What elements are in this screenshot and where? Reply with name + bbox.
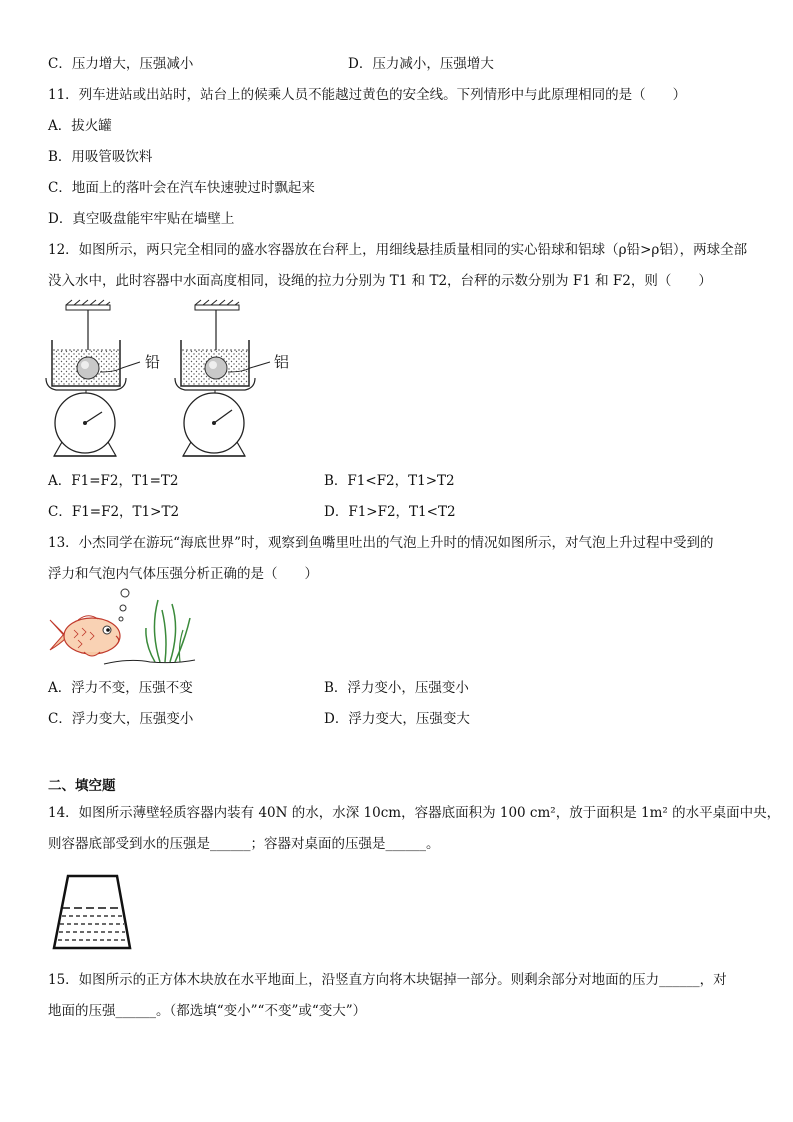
q11-option-b: B．用吸管吸饮料	[48, 149, 153, 165]
q13-option-c: C．浮力变大，压强变小	[48, 711, 194, 727]
q14-stem-line2: 则容器底部受到水的压强是______；容器对桌面的压强是______。	[48, 836, 440, 852]
q12-option-c: C．F1=F2，T1>T2	[48, 504, 180, 520]
q11-option-c: C．地面上的落叶会在汽车快速驶过时飘起来	[48, 180, 315, 196]
q12-option-a: A．F1=F2，T1=T2	[48, 473, 179, 489]
q14-stem-line1: 14．如图所示薄壁轻质容器内装有 40N 的水，水深 10cm，容器底面积为 100 cm²，放于面积是 1m² 的水平桌面中央，	[48, 805, 781, 821]
q12-option-d: D．F1>F2，T1<T2	[324, 504, 456, 520]
q10-option-c: C．压力增大，压强减小	[48, 56, 194, 72]
q13-option-b: B．浮力变小，压强变小	[324, 680, 469, 696]
q13-option-a: A．浮力不变，压强不变	[48, 680, 193, 696]
q10-option-d: D．压力减小，压强增大	[348, 56, 494, 72]
q11-stem: 11．列车进站或出站时，站台上的候乘人员不能越过黄色的安全线。下列情形中与此原理相同的是（ ）	[48, 87, 687, 103]
q13-stem-line1: 13．小杰同学在游玩“海底世界”时，观察到鱼嘴里吐出的气泡上升时的情况如图所示，对气泡上升过程中受到的	[48, 535, 714, 551]
q12-stem-line2: 没入水中，此时容器中水面高度相同，设绳的拉力分别为 T1 和 T2，台秤的示数分别为 F1 和 F2，则（ ）	[48, 273, 712, 289]
aluminium-label: 铝	[274, 353, 290, 371]
q13-option-d: D．浮力变大，压强变大	[324, 711, 470, 727]
q12-option-b: B．F1<F2，T1>T2	[324, 473, 455, 489]
q12-stem-line1: 12．如图所示，两只完全相同的盛水容器放在台秤上，用细线悬挂质量相同的实心铅球和铝球（ρ铅>ρ铝），两球全部	[48, 242, 748, 258]
section-title: 二、填空题	[48, 778, 116, 794]
lead-label: 铅	[145, 353, 161, 371]
q13-stem-line2: 浮力和气泡内气体压强分析正确的是（ ）	[48, 566, 318, 582]
q11-option-a: A．拔火罐	[48, 118, 112, 134]
q11-option-d: D．真空吸盘能牢牢贴在墙壁上	[48, 211, 235, 227]
q15-stem-line1: 15．如图所示的正方体木块放在水平地面上，沿竖直方向将木块锯掉一部分。则剩余部分对地面的压力______，对	[48, 972, 727, 988]
q15-stem-line2: 地面的压强______。（都选填“变小”“不变”或“变大”）	[48, 1003, 367, 1019]
